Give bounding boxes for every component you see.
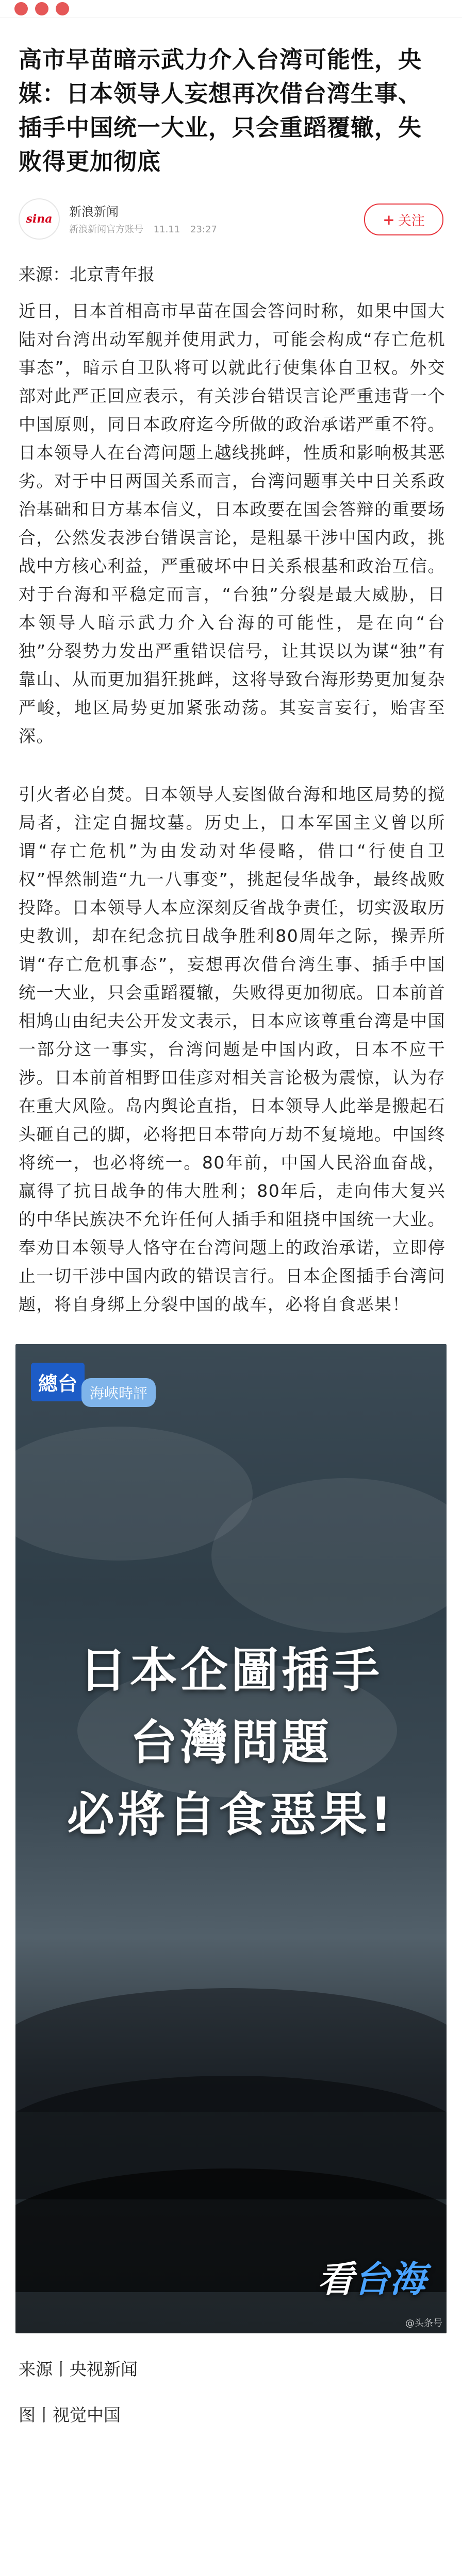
author-bar (19, 196, 443, 246)
brand-part: 台海 (354, 2258, 426, 2300)
post-time: 23:27 (190, 224, 217, 235)
image-watermark: @头条号 (405, 2318, 442, 2329)
author-avatar[interactable] (19, 198, 60, 240)
brand-part: 看 (318, 2258, 354, 2300)
badge-main: 總台 (31, 1363, 85, 1401)
app-icon[interactable] (56, 2, 69, 15)
plus-icon: + (383, 211, 395, 228)
credit-line: 图丨视觉中国 (19, 2405, 121, 2425)
top-bar (0, 0, 462, 18)
credit-line: 来源丨央视新闻 (19, 2359, 138, 2379)
image-headline-line: 台灣問題 (129, 1715, 332, 1770)
article-paragraph: 引火者必自焚。日本领导人妄图做台海和地区局势的搅局者，注定自掘坟墓。历史上，日本军国主义曾以所谓“存亡危机”为由发动对华侵略，借口“行使自卫权”悍然制造“九一八事变”，挑起侵华战争，最终战败投降。日本领导人本应深刻反省战争责任，切实汲取历史教训，却在纪念抗日战争胜利80周年之际，操弄所谓“存亡危机事态”，妄想再次借台湾生事、插手中国统一大业，只会重蹈覆辙，失败得更加彻底。日本前首相鸠山由纪夫公开发文表示，日本应该尊重台湾是中国一部分这一事实，台湾问题是中国内政，日本不应干涉。日本前首相野田佳彦对相关言论极为震惊，认为存在重大风险。岛内舆论直指，日本领导人此举是搬起石头砸自己的脚，必将把日本带向万劫不复境地。中国终将统一，也必将统一。80年前，中国人民浴血奋战，赢得了抗日战争的伟大胜利；80年后，走向伟大复兴的中华民族决不允许任何人插手和阻挠中国统一大业。奉劝日本领导人恪守在台湾问题上的政治承诺，立即停止一切干涉中国内政的错误言行。日本企图插手台湾问题，将自身绑上分裂中国的战车，必将自食恶果！ (19, 784, 446, 1314)
article-image[interactable] (15, 1344, 447, 2333)
author-account: 新浪新闻官方账号 (69, 224, 143, 235)
follow-button[interactable] (364, 204, 443, 235)
sina-logo-icon: sina (26, 212, 53, 226)
article-paragraph: 近日，日本首相高市早苗在国会答问时称，如果中国大陆对台湾出动军舰并使用武力，可能会构成“存亡危机事态”，暗示自卫队将可以就此行使集体自卫权。外交部对此严正回应表示，有关涉台错误言论严重违背一个中国原则，同日本政府迄今所做的政治承诺严重不符。日本领导人在台湾问题上越线挑衅，性质和影响极其恶劣。对于中日两国关系而言，台湾问题事关中日关系政治基础和日方基本信义，日本政要在国会答辩的重要场合，公然发表涉台错误言论，是粗暴干涉中国内政，挑战中方核心利益，严重破坏中日关系根基和政治互信。对于台海和平稳定而言，“台独”分裂是最大威胁，日本领导人暗示武力介入台海的可能性，是在向“台独”分裂势力发出严重错误信号，让其误以为谋“独”有靠山、从而更加猖狂挑衅，这将导致台海形势更加复杂严峻，地区局势更加紧张动荡。其妄言妄行，贻害至深。 (19, 301, 446, 746)
app-icon[interactable] (14, 2, 28, 15)
article-source: 来源：北京青年报 (19, 264, 155, 284)
follow-label: 关注 (398, 213, 425, 229)
app-icon[interactable] (35, 2, 48, 15)
author-name[interactable]: 新浪新闻 (69, 205, 119, 219)
image-badge (31, 1357, 156, 1407)
image-brand-logo (318, 2250, 426, 2302)
image-headline-line: 日本企圖插手 (79, 1643, 383, 1698)
image-headline-line: 必將自食惡果! (67, 1787, 395, 1842)
article-headline: 高市早苗暗示武力介入台湾可能性，央媒：日本领导人妄想再次借台湾生事、插手中国统一大业，只会重蹈覆辙，失败得更加彻底 (19, 46, 422, 175)
post-date: 11.11 (153, 224, 180, 235)
badge-sub: 海峽時評 (81, 1378, 156, 1407)
author-meta (69, 222, 224, 235)
